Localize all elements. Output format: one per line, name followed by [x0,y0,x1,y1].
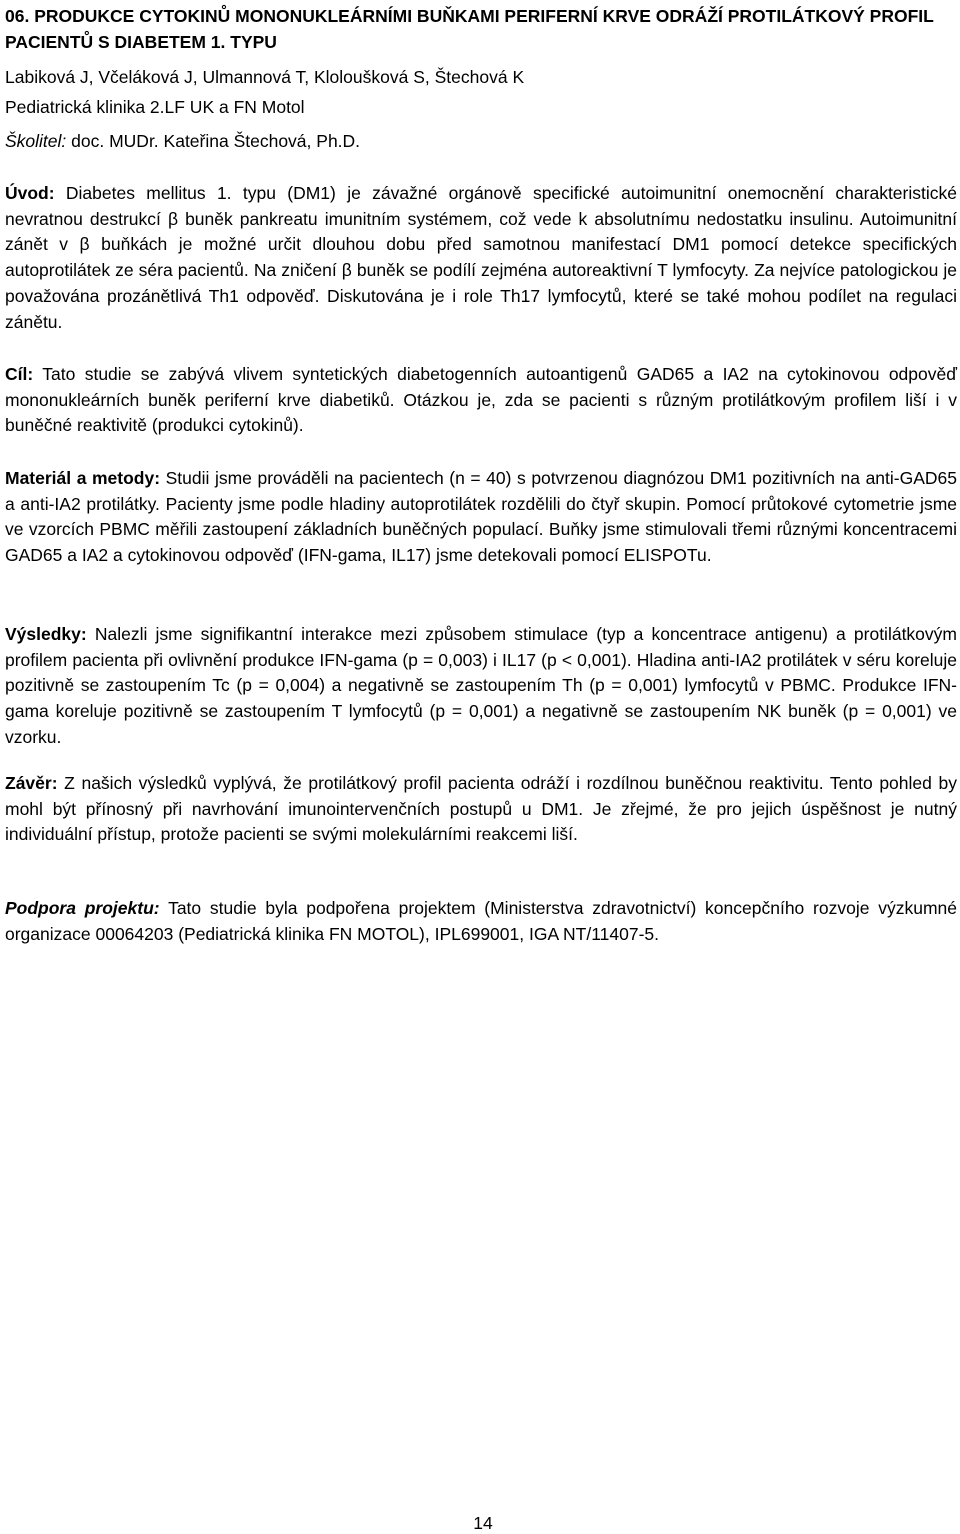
aim-text: Tato studie se zabývá vlivem syntetických diabetogenních autoantigenů GAD65 a IA2 na cytokinovou odpověď mononukleárních buněk periferní krve diabetiků. Otázkou je, zda se pacienti s různým protilátkovým profilem liší i v buněčné reaktivitě (produkci cytokinů). [5,364,957,436]
methods-text: Studii jsme prováděli na pacientech (n = 40) s potvrzenou diagnózou DM1 pozitivních na anti-GAD65 a anti-IA2 protilátky. Pacienty jsme podle hladiny autoprotilátek rozdělili do čtyř skupin. Pomocí průtokové cytometrie jsme ve vzorcích PBMC měřili zastoupení základních buněčných populací. Buňky jsme stimulovali třemi různými koncentracemi GAD65 a IA2 a cytokinovou odpověď (IFN-gama, IL17) jsme detekovali pomocí ELISPOTu. [5,468,957,566]
page-number: 14 [473,1513,493,1533]
methods-paragraph [5,466,957,569]
support-label: Podpora projektu: [5,898,160,918]
intro-text: Diabetes mellitus 1. typu (DM1) je závažné orgánově specifické autoimunitní onemocnění charakteristické nevratnou destrukcí β buněk pankreatu imunitním systémem, což vede k absolutnímu nedostatku insulinu. Autoimunitní zánět v β buňkách je možné určit dlouhou dobu před samotnou manifestací DM1 pomocí detekce specifických autoprotilátek ze séra pacientů. Na zničení β buněk se podílí zejména autoreaktivní T lymfocyty. Za nejvíce patologickou je považována prozánětlivá Th1 odpověď. Diskutována je i role Th17 lymfocytů, které se také mohou podílet na regulaci zánětu. [5,183,957,332]
results-text: Nalezli jsme signifikantní interakce mezi způsobem stimulace (typ a koncentrace antigenu) a protilátkovým profilem pacienta při ovlivnění produkce IFN-gama (p = 0,003) i IL17 (p < 0,001). Hladina anti-IA2 protilátek v séru koreluje pozitivně se zastoupením Tc (p = 0,004) a negativně se zastoupením Th (p = 0,001) lymfocytů v PBMC. Produkce IFN-gama koreluje pozitivně se zastoupením T lymfocytů (p = 0,001) a negativně se zastoupením NK buněk (p = 0,001) ve vzorku. [5,624,957,747]
conclusion-label: Závěr: [5,773,58,793]
intro-label: Úvod: [5,183,55,203]
results-paragraph [5,622,957,751]
authors-line: Labiková J, Včeláková J, Ulmannová T, Kloloušková S, Štechová K [5,67,525,87]
conclusion-paragraph [5,771,957,848]
support-paragraph [5,896,957,947]
conclusion-text: Z našich výsledků vyplývá, že protilátkový profil pacienta odráží i rozdílnou buněčnou reaktivitu. Tento pohled by mohl být přínosný při navrhování imunointervenčních postupů u DM1. Je zřejmé, že pro jejich úspěšnost je nutný individuální přístup, protože pacienti se svými molekulárními reakcemi liší. [5,773,957,845]
article-title: 06. PRODUKCE CYTOKINŮ MONONUKLEÁRNÍMI BUŇKAMI PERIFERNÍ KRVE ODRÁŽÍ PROTILÁTKOVÝ PROFIL PACIENTŮ S DIABETEM 1. TYPU [5,6,934,52]
aim-label: Cíl: [5,364,34,384]
department-line: Pediatrická klinika 2.LF UK a FN Motol [5,97,305,117]
supervisor-label: Školitel: [5,131,67,151]
aim-paragraph [5,362,957,439]
support-text: Tato studie byla podpořena projektem (Ministerstva zdravotnictví) koncepčního rozvoje výzkumné organizace 00064203 (Pediatrická klinika FN MOTOL), IPL699001, IGA NT/11407-5. [5,898,958,944]
supervisor-line [5,128,360,154]
methods-label: Materiál a metody: [5,468,161,488]
intro-paragraph [5,181,957,335]
supervisor-name: doc. MUDr. Kateřina Štechová, Ph.D. [71,131,361,151]
results-label: Výsledky: [5,624,87,644]
